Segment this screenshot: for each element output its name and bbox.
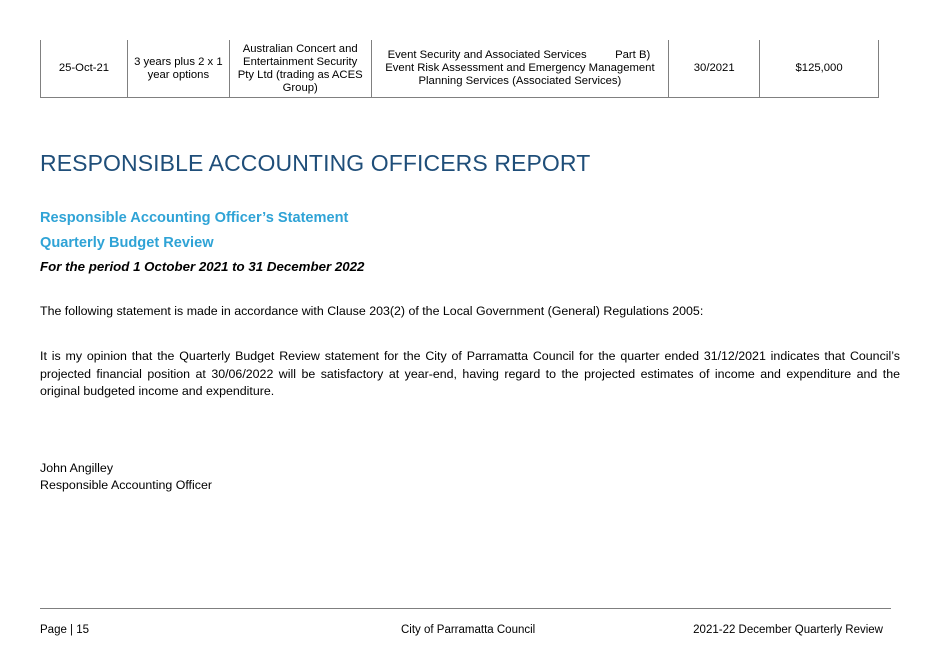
budget-review-heading: Quarterly Budget Review	[40, 235, 214, 251]
signatory-block	[40, 460, 212, 494]
contractor-cell: Australian Concert and Entertainment Security Pty Ltd (trading as ACES Group)	[230, 40, 372, 97]
signatory-name: John Angilley	[40, 461, 114, 475]
period-heading: For the period 1 October 2021 to 31 December 2022	[40, 259, 365, 274]
opinion-paragraph: It is my opinion that the Quarterly Budget Review statement for the City of Parramatta Council for the quarter ended 31/12/2021 indicates that Council’s projected financial position at 30/06/2022 will be satisfactory at year-end, having regard to the projected estimates of income and expenditure and the original budgeted income and expenditure.	[40, 349, 900, 398]
contract-reference-cell: 30/2021	[669, 40, 760, 97]
description-first-line	[382, 49, 659, 62]
description-part: Part B)	[615, 49, 651, 61]
page-number: Page | 15	[40, 624, 90, 636]
footer-council-name: City of Parramatta Council	[401, 624, 536, 636]
contract-table-row	[40, 40, 879, 98]
footer-divider	[40, 608, 891, 609]
description-line1: Event Security and Associated Services	[387, 49, 587, 61]
description-line3: Planning Services (Associated Services)	[418, 75, 622, 87]
contract-term-cell: 3 years plus 2 x 1 year options	[128, 40, 230, 97]
description-line2: Event Risk Assessment and Emergency Management	[385, 62, 655, 74]
signatory-title: Responsible Accounting Officer	[40, 478, 212, 492]
statement-intro-paragraph: The following statement is made in accordance with Clause 203(2) of the Local Government (General) Regulations 2005:	[40, 304, 704, 318]
footer-review-title: 2021-22 December Quarterly Review	[693, 624, 883, 636]
contract-description-cell	[372, 40, 670, 97]
contract-date-cell: 25-Oct-21	[41, 40, 128, 97]
statement-heading: Responsible Accounting Officer’s Statement	[40, 210, 349, 226]
report-title: RESPONSIBLE ACCOUNTING OFFICERS REPORT	[40, 150, 591, 176]
contract-value-cell: $125,000	[760, 40, 879, 97]
